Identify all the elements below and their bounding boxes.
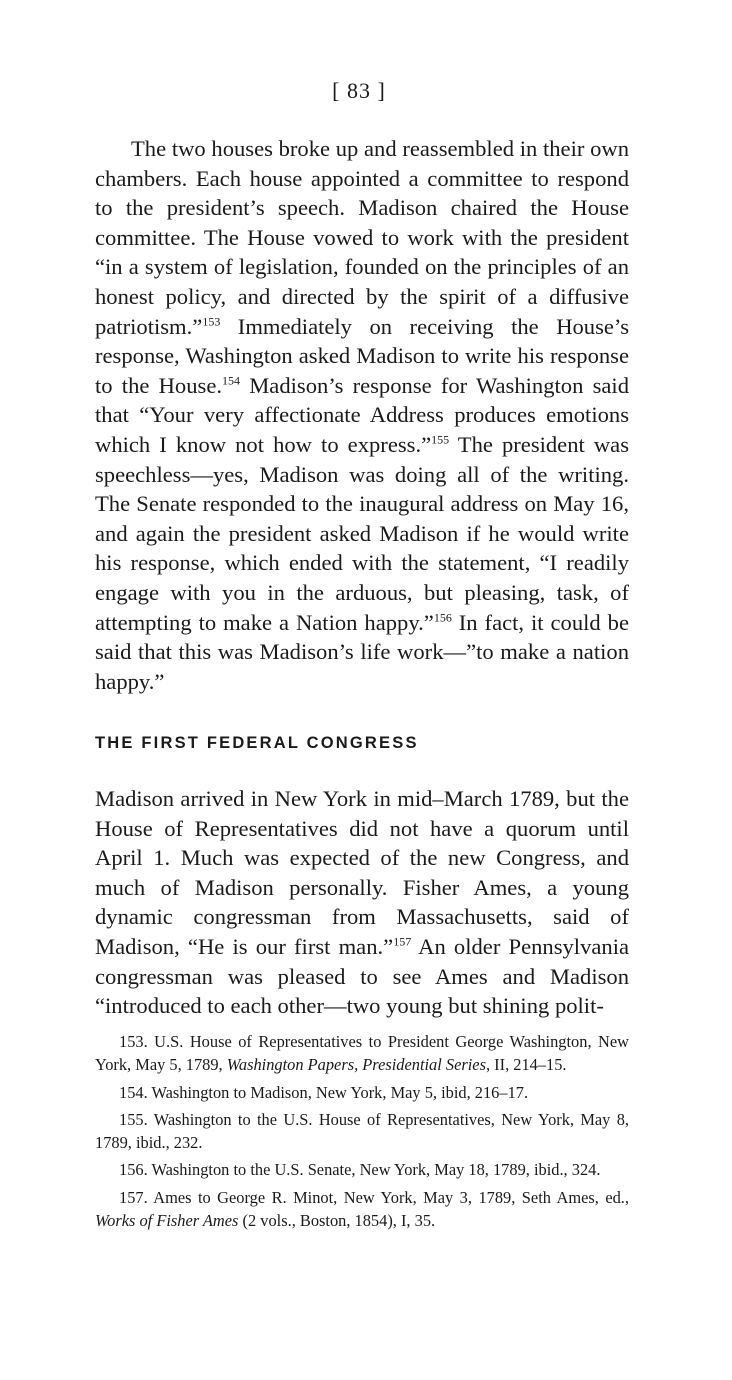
section-heading: THE FIRST FEDERAL CONGRESS	[95, 734, 419, 752]
footnote-153-title: Washington Papers, Presidential Series	[226, 1055, 486, 1075]
paragraph-2-text-b: An older Pennsylvania congressman was pleased to see Ames and Madison “introduced to each other—two young but shining polit-	[95, 933, 630, 1019]
paragraph-1-text-d: The president was speechless—yes, Madison was doing all of the writing. The Senate responded to the inaugural address on May 16, and again the president asked Madison if he would write his response, which ended with the statement, “I readily engage with you in the arduous, but pleasing, task, of attempting to make a Nation happy.”	[95, 431, 629, 635]
footnote-157-title: Works of Fisher Ames	[95, 1211, 239, 1231]
footnote-ref-156[interactable]: 156	[433, 609, 452, 624]
page-number: [ 83 ]	[332, 78, 386, 103]
footnote-153	[95, 1030, 629, 1077]
paragraph-1-text-a: The two houses broke up and reassembled in their own chambers. Each house appointed a committee to respond to the president’s speech. Madison chaired the House committee. The House vowed to work with the president “in a system of legislation, founded on the principles of an honest policy, and directed by the spirit of a diffusive patriotism.”	[95, 136, 629, 339]
paragraph-1-text-b: Immediately on receiving the House’s response, Washington asked Madison to write his response to the House.	[95, 313, 629, 398]
footnote-157-text-a: 157. Ames to George R. Minot, New York, May 3, 1789, Seth Ames, ed.,	[119, 1187, 629, 1207]
footnote-ref-154[interactable]: 154	[222, 373, 240, 388]
footnote-155: 155. Washington to the U.S. House of Representatives, New York, May 8, 1789, ibid., 232.	[95, 1109, 629, 1153]
paragraph-1-text-c: Madison’s response for Washington said that “Your very affectionate Address produces emotions which I know not how to express.”	[95, 372, 629, 457]
paragraph-2-text-a: Madison arrived in New York in mid–March 1789, but the House of Representatives did not have a quorum until April 1. Much was expected of the new Congress, and much of Madison personally. Fisher Ames, a young dynamic congressman from Massachusetts, said of Madison, “He is our first man.”	[95, 786, 629, 959]
footnote-153-text-b: , II, 214–15.	[485, 1055, 567, 1075]
footnotes	[95, 1030, 629, 1236]
footnote-153-text-a: 153. U.S. House of Representatives to President George Washington, New York, May 5, 1789,	[95, 1032, 629, 1075]
footnote-156: 156. Washington to the U.S. Senate, New York, May 18, 1789, ibid., 324.	[119, 1160, 601, 1180]
footnote-157-text-b: (2 vols., Boston, 1854), I, 35.	[238, 1211, 436, 1231]
footnote-ref-157[interactable]: 157	[393, 934, 412, 949]
paragraph-2	[95, 784, 629, 1021]
footnote-157	[95, 1186, 629, 1233]
paragraph-1-text-e: In fact, it could be said that this was Madison’s life work—”to make a nation happy.”	[95, 609, 629, 694]
paragraph-1	[95, 134, 629, 696]
footnote-154: 154. Washington to Madison, New York, May 5, ibid, 216–17.	[119, 1082, 529, 1102]
footnote-ref-153[interactable]: 153	[202, 313, 221, 328]
body-section-1	[95, 134, 629, 696]
body-section-2	[95, 784, 629, 1021]
footnote-ref-155[interactable]: 155	[431, 432, 450, 447]
